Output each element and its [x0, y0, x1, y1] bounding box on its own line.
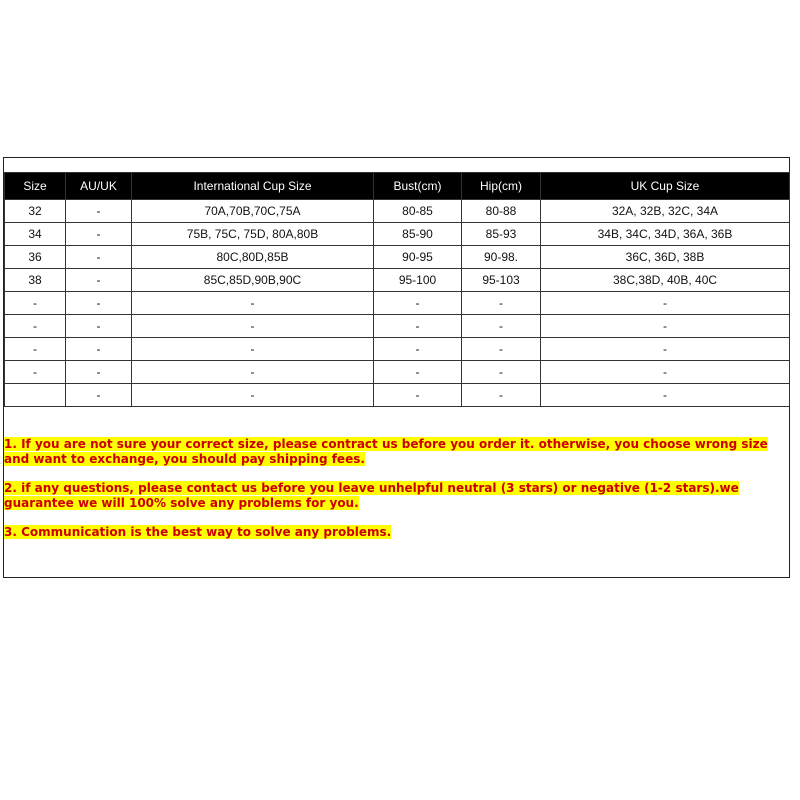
cell-bust: - [374, 292, 462, 315]
cell-international-cup-size: 75B, 75C, 75D, 80A,80B [132, 223, 374, 246]
cell-size [5, 384, 66, 407]
cell-uk-cup-size: 36C, 36D, 38B [541, 246, 790, 269]
size-notes [4, 437, 789, 554]
table-header-row [5, 173, 790, 200]
cell-international-cup-size: 85C,85D,90B,90C [132, 269, 374, 292]
table-row [5, 246, 790, 269]
cell-bust: 90-95 [374, 246, 462, 269]
table-row [5, 269, 790, 292]
table-row [5, 315, 790, 338]
cell-au-uk: - [66, 269, 132, 292]
cell-hip: 95-103 [462, 269, 541, 292]
cell-bust: - [374, 384, 462, 407]
note-1-text: 1. If you are not sure your correct size, please contract us before you order it. otherwise, you choose wrong size and want to exchange, you should pay shipping fees. [4, 437, 768, 466]
cell-uk-cup-size: 32A, 32B, 32C, 34A [541, 200, 790, 223]
cell-bust: 85-90 [374, 223, 462, 246]
cell-bust: 80-85 [374, 200, 462, 223]
cell-au-uk: - [66, 384, 132, 407]
cell-bust: 95-100 [374, 269, 462, 292]
cell-uk-cup-size: - [541, 315, 790, 338]
cell-international-cup-size: - [132, 338, 374, 361]
cell-bust: - [374, 361, 462, 384]
cell-hip: - [462, 315, 541, 338]
header-size: Size [5, 173, 66, 200]
cell-size: 36 [5, 246, 66, 269]
cell-au-uk: - [66, 315, 132, 338]
table-row [5, 384, 790, 407]
cell-uk-cup-size: - [541, 292, 790, 315]
cell-hip: - [462, 292, 541, 315]
note-1 [4, 437, 789, 467]
cell-hip: - [462, 361, 541, 384]
size-chart-frame [3, 157, 790, 578]
table-row [5, 292, 790, 315]
cell-uk-cup-size: - [541, 384, 790, 407]
cell-size: 38 [5, 269, 66, 292]
cell-au-uk: - [66, 292, 132, 315]
cell-au-uk: - [66, 200, 132, 223]
cell-international-cup-size: 80C,80D,85B [132, 246, 374, 269]
header-uk-cup-size: UK Cup Size [541, 173, 790, 200]
cell-size: - [5, 338, 66, 361]
header-bust: Bust(cm) [374, 173, 462, 200]
cell-uk-cup-size: 34B, 34C, 34D, 36A, 36B [541, 223, 790, 246]
note-3-text: 3. Communication is the best way to solve any problems. [4, 525, 392, 539]
cell-international-cup-size: - [132, 315, 374, 338]
cell-au-uk: - [66, 246, 132, 269]
cell-hip: 85-93 [462, 223, 541, 246]
table-row [5, 361, 790, 384]
cell-au-uk: - [66, 338, 132, 361]
cell-hip: - [462, 338, 541, 361]
cell-size: 32 [5, 200, 66, 223]
size-chart-table [4, 172, 790, 407]
table-row [5, 223, 790, 246]
header-au-uk: AU/UK [66, 173, 132, 200]
note-2-text: 2. if any questions, please contact us before you leave unhelpful neutral (3 stars) or negative (1-2 stars).we guarantee we will 100% solve any problems for you. [4, 481, 739, 510]
cell-hip: 80-88 [462, 200, 541, 223]
cell-bust: - [374, 315, 462, 338]
cell-hip: - [462, 384, 541, 407]
cell-uk-cup-size: 38C,38D, 40B, 40C [541, 269, 790, 292]
table-row [5, 338, 790, 361]
cell-international-cup-size: - [132, 361, 374, 384]
cell-hip: 90-98. [462, 246, 541, 269]
header-hip: Hip(cm) [462, 173, 541, 200]
cell-bust: - [374, 338, 462, 361]
cell-uk-cup-size: - [541, 361, 790, 384]
cell-au-uk: - [66, 223, 132, 246]
cell-size: 34 [5, 223, 66, 246]
cell-international-cup-size: - [132, 292, 374, 315]
cell-international-cup-size: - [132, 384, 374, 407]
note-2 [4, 481, 789, 511]
cell-uk-cup-size: - [541, 338, 790, 361]
header-international-cup-size: International Cup Size [132, 173, 374, 200]
table-row [5, 200, 790, 223]
cell-size: - [5, 361, 66, 384]
cell-size: - [5, 315, 66, 338]
cell-size: - [5, 292, 66, 315]
cell-au-uk: - [66, 361, 132, 384]
note-3 [4, 525, 789, 540]
cell-international-cup-size: 70A,70B,70C,75A [132, 200, 374, 223]
